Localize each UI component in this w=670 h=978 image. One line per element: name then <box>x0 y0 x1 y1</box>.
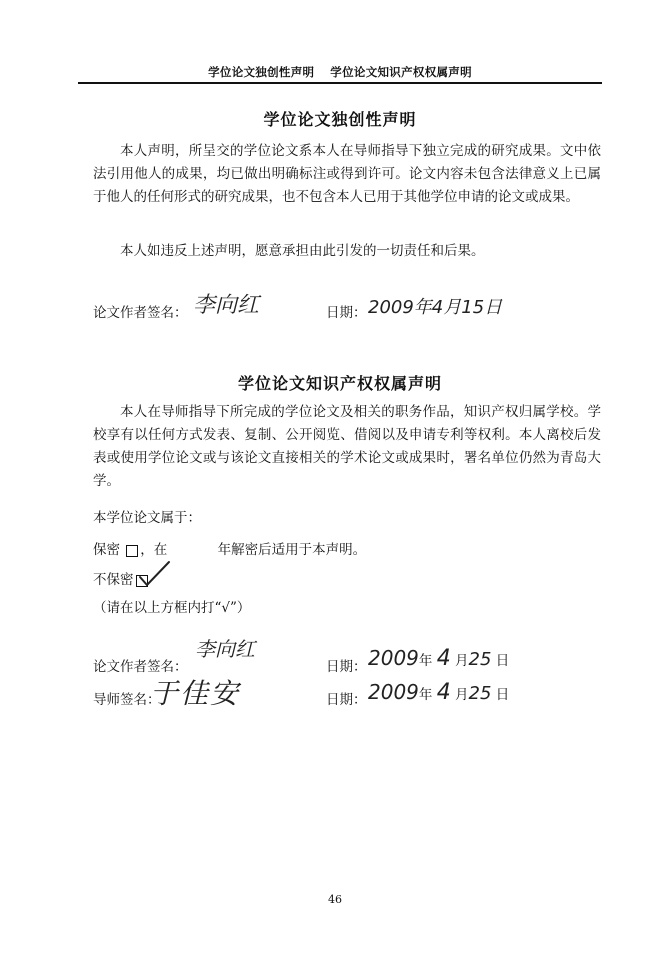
advisor-date-year: 2009 <box>368 680 419 704</box>
header-right: 学位论文知识产权权属声明 <box>330 65 472 79</box>
section1-date-label: 日期： <box>326 305 367 321</box>
section2-author-date-label: 日期： <box>326 659 367 675</box>
author-date-month-unit: 月 <box>455 653 469 669</box>
secret-row <box>93 538 366 558</box>
page-number: 46 <box>328 893 342 906</box>
advisor-date-day: 25 <box>468 683 492 704</box>
secret-tail: 年解密后适用于本声明。 <box>217 542 367 558</box>
secret-suffix: ，在 <box>140 542 168 558</box>
check-mark-icon <box>138 560 172 588</box>
nonsecret-label: 不保密 <box>93 572 134 588</box>
section2-advisor-date <box>368 680 509 705</box>
advisor-date-year-unit: 年 <box>418 687 433 703</box>
belongs-label: 本学位论文属于： <box>93 510 201 526</box>
author-date-year: 2009 <box>368 646 419 670</box>
running-header <box>78 64 602 80</box>
section2-advisor-date-label: 日期： <box>326 692 367 708</box>
section1-title: 学位论文独创性声明 <box>263 110 417 129</box>
section1-paragraph-1: 本人声明，所呈交的学位论文系本人在导师指导下独立完成的研究成果。文中依法引用他人的成果，均已做出明确标注或得到许可。论文内容未包含法律意义上已属于他人的任何形式的研究成果，也不包含本人已用于其他学位申请的论文或成果。 <box>93 143 601 205</box>
section1-date-handwritten: 2009年4月15日 <box>368 297 503 318</box>
author-date-year-unit: 年 <box>418 653 433 669</box>
section2-author-label: 论文作者签名： <box>93 659 188 675</box>
section2-paragraph-1: 本人在导师指导下所完成的学位论文及相关的职务作品，知识产权归属学校。学校享有以任何方式发表、复制、公开阅览、借阅以及申请专利等权利。本人离校后发表或使用学位论文或与该论文直接相关的学术论文或成果时，署名单位仍然为青岛大学。 <box>93 404 601 489</box>
advisor-date-month-unit: 月 <box>455 687 469 703</box>
section1-author-label: 论文作者签名： <box>93 305 188 321</box>
header-rule <box>78 82 602 84</box>
header-left: 学位论文独创性声明 <box>208 65 315 79</box>
secret-checkbox[interactable] <box>126 545 138 557</box>
secret-label: 保密 <box>93 542 120 558</box>
section1-author-signature: 李向红 <box>193 293 260 318</box>
author-date-month: 4 <box>436 646 451 671</box>
section2-author-date <box>368 646 509 671</box>
advisor-signature: 于佳安 <box>150 677 241 710</box>
section2-title: 学位论文知识产权权属声明 <box>237 374 442 393</box>
author-date-day: 25 <box>468 649 492 670</box>
section2-author-signature: 李向红 <box>195 637 255 661</box>
advisor-date-month: 4 <box>436 680 451 705</box>
author-date-day-unit: 日 <box>495 653 510 669</box>
advisor-label: 导师签名： <box>93 692 161 708</box>
section1-paragraph-2: 本人如违反上述声明，愿意承担由此引发的一切责任和后果。 <box>120 243 485 259</box>
instruction-text: （请在以上方框内打“√”） <box>93 600 251 616</box>
advisor-date-day-unit: 日 <box>495 687 510 703</box>
